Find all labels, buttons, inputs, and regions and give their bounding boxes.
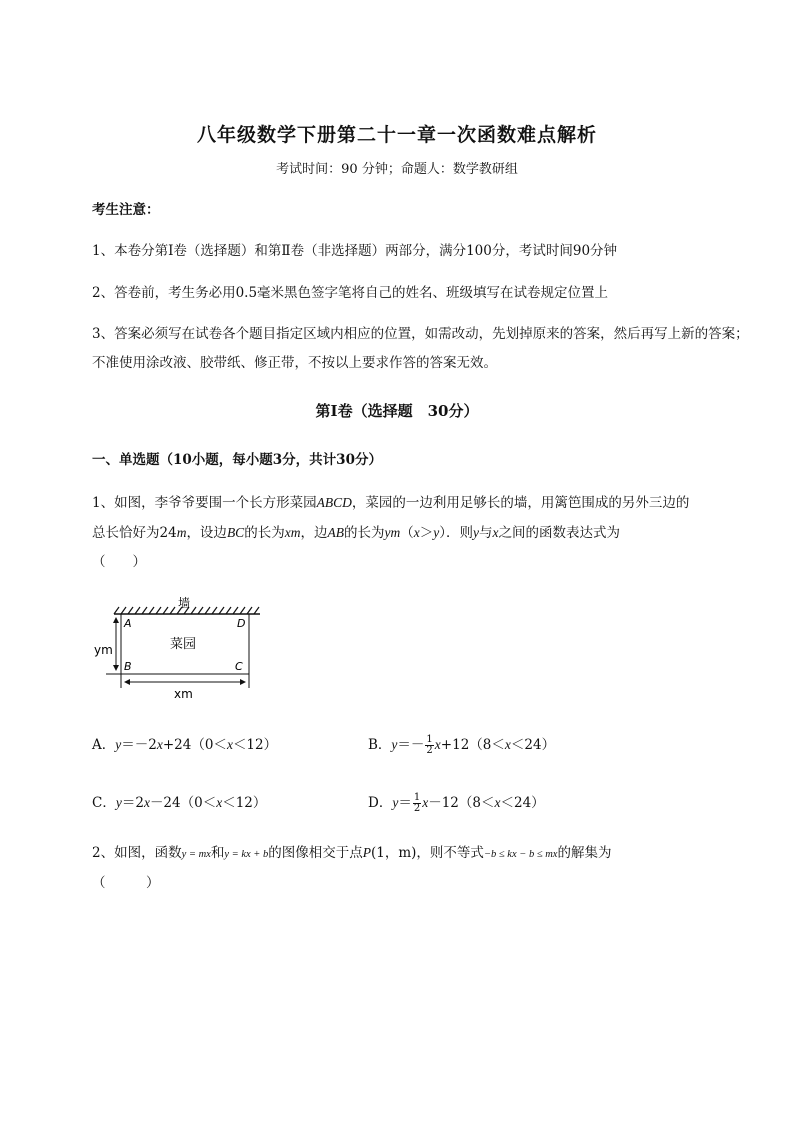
answer-blank-1: （ ） <box>92 554 146 570</box>
x-dimension-label: xm <box>174 687 193 701</box>
question-2: 2、如图，函数y = mx和y = kx + b的图像相交于点P(1，m)，则不等式−b ≤ kx − b ≤ mx的解集为 （ ） <box>92 845 612 891</box>
corner-a: A <box>124 617 132 630</box>
corner-b: B <box>124 660 132 673</box>
note-2: 2、答卷前，考生务必用0.5毫米黑色签字笔将自己的姓名、班级填写在试卷规定位置上 <box>92 285 609 301</box>
notes-heading: 考生注意： <box>92 202 160 218</box>
section-title: 第Ⅰ卷（选择题 30分） <box>315 402 479 420</box>
answer-blank-2: （ ） <box>92 875 160 891</box>
option-b[interactable]: B．y＝－ $\frac{1}{2}$ x+12（8＜x＜24） <box>368 734 556 756</box>
page-title: 八年级数学下册第二十一章一次函数难点解析 <box>196 124 597 146</box>
option-d[interactable]: D．y＝ $\frac{1}{2}$ x－12（8＜x＜24） <box>368 792 545 814</box>
garden-label: 菜园 <box>170 637 197 652</box>
y-dimension-label: ym <box>94 643 113 657</box>
option-c[interactable]: C．y＝2x－24（0＜x＜12） <box>92 795 267 811</box>
note-1: 1、本卷分第Ⅰ卷（选择题）和第Ⅱ卷（非选择题）两部分，满分100分，考试时间90分钟 <box>92 243 618 259</box>
option-a[interactable]: A．y＝－2x+24（0＜x＜12） <box>92 737 278 753</box>
part-heading: 一、单选题（10小题，每小题3分，共计30分） <box>92 452 382 468</box>
fraction-half: $\frac{1}{2}$ <box>426 734 433 756</box>
fraction-half: $\frac{1}{2}$ <box>413 792 421 814</box>
corner-d: D <box>237 617 246 630</box>
question-1: 1、如图，李爷爷要围一个长方形菜园ABCD，菜园的一边利用足够长的墙，用篱笆围成的另外三边的 总长恰好为24m，设边BC的长为xm，边AB的长为ym（x＞y）．则y与x之间的函数表达式为 （ ） <box>92 495 690 570</box>
note-3: 3、答案必须写在试卷各个题目指定区域内相应的位置，如需改动，先划掉原来的答案，然后再写上新的答案；不准使用涂改液、胶带纸、修正带，不按以上要求作答的答案无效。 <box>92 326 749 371</box>
garden-figure <box>92 592 272 702</box>
exam-info: 考试时间：90 分钟；命题人：数学教研组 <box>276 162 518 177</box>
corner-c: C <box>235 660 243 673</box>
wall-label: 墙 <box>178 596 191 610</box>
